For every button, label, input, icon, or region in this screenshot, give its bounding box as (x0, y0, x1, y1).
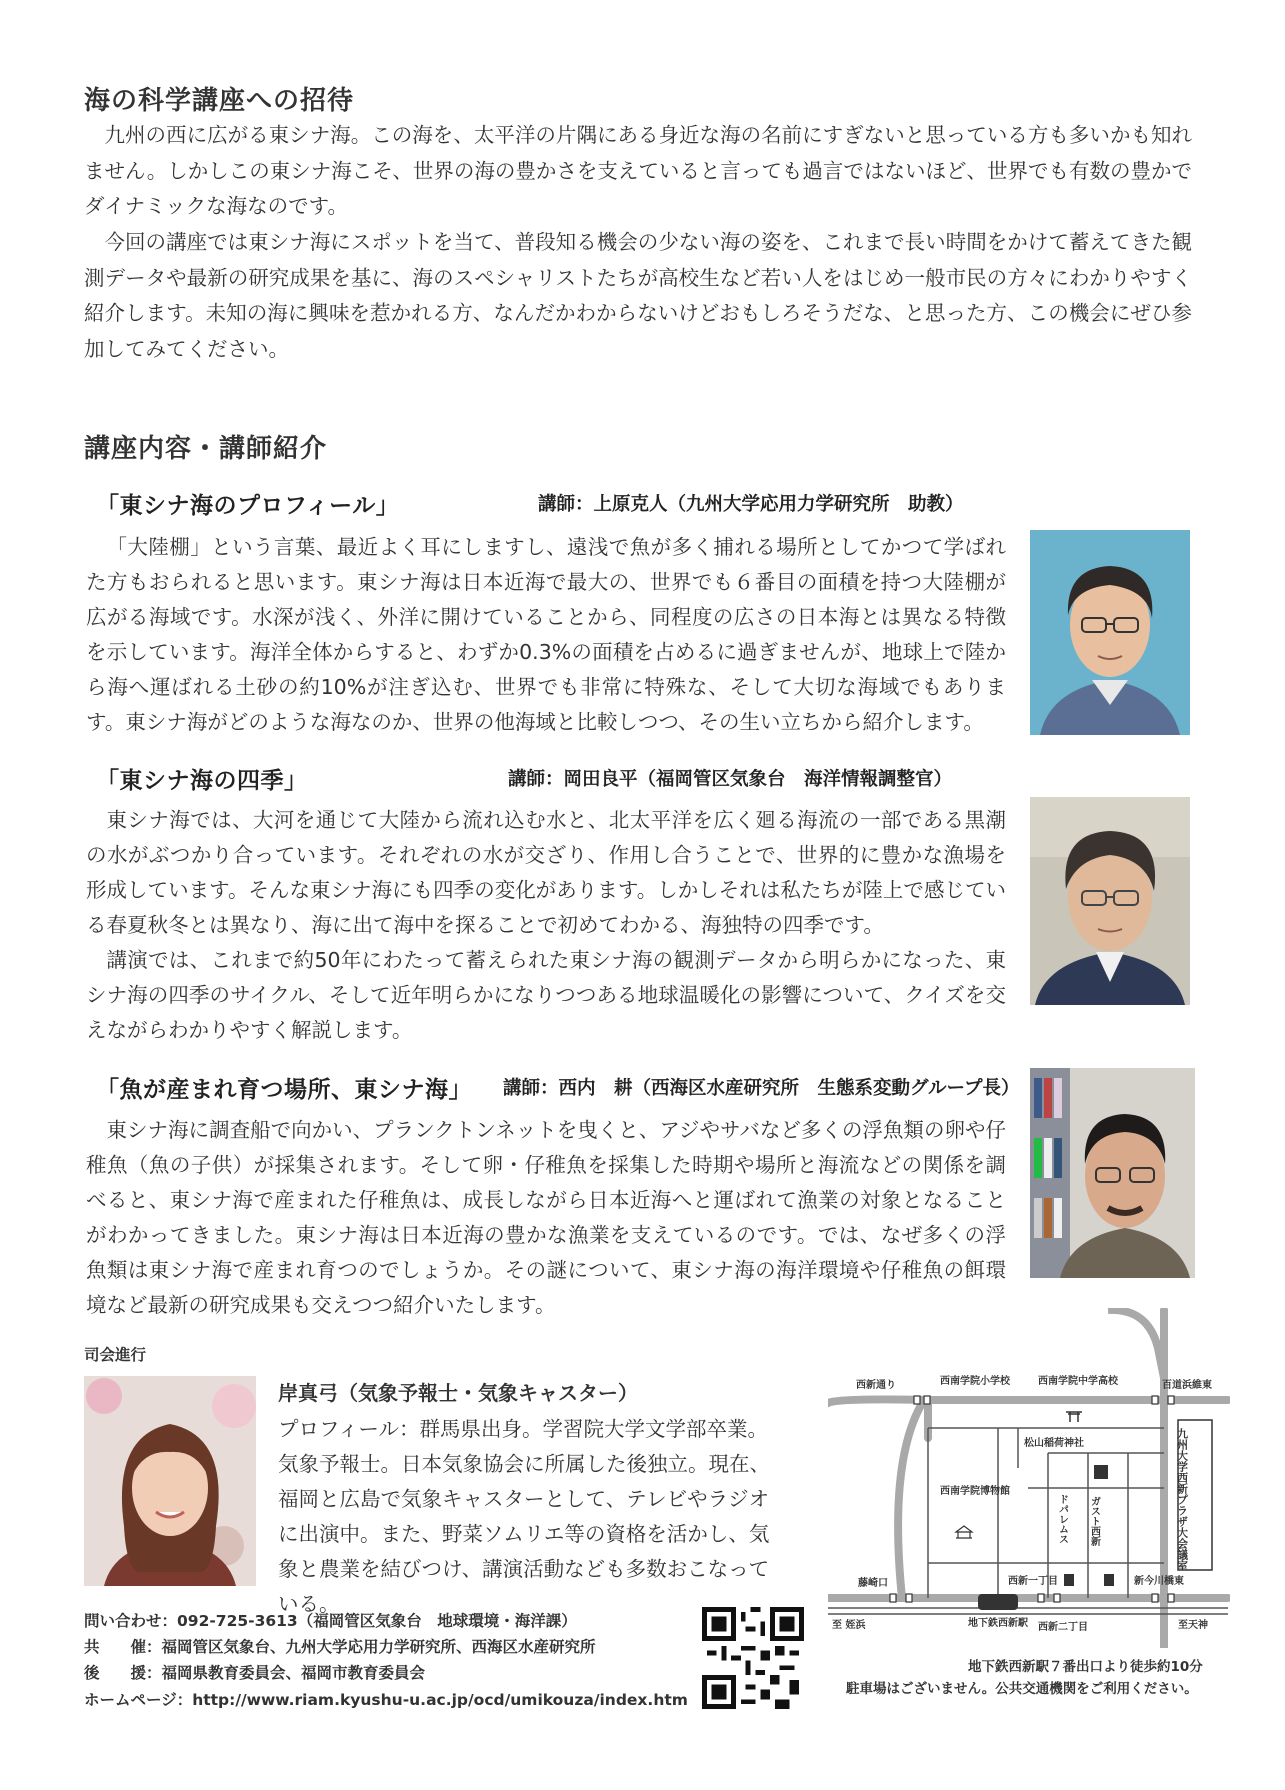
lecture-1-speaker: 講師：上原克人（九州大学応用力学研究所 助教） (538, 494, 964, 515)
mc-photo (84, 1376, 256, 1586)
map-caption-2: 駐車場はございません。公共交通機関をご利用ください。 (846, 1681, 1198, 1697)
map-label-to-tenjin: 至天神 (1178, 1620, 1208, 1631)
contact-cohost: 共 催：福岡管区気象台、九州大学応用力学研究所、西海区水産研究所 (84, 1638, 596, 1656)
mc-name: 岸真弓（気象予報士・気象キャスター） (278, 1381, 638, 1405)
lecture-3-photo (1030, 1068, 1195, 1278)
lecture-3-title: 「魚が産まれ育つ場所、東シナ海」 (96, 1077, 472, 1103)
intro-paragraph-2: 今回の講座では東シナ海にスポットを当て、普段知る機会の少ない海の姿を、これまで長い時間をかけて蓄えてきた観測データや最新の研究成果を基に、海のスペシャリストたちが高校生など若い人をはじめ一般市民の方々にわかりやすく紹介します。未知の海に興味を惹かれる方、なんだかわからないけどおもしろそうだな、と思った方、この機会にぜひ参加してみてください。 (84, 230, 1192, 361)
map-caption-1: 地下鉄西新駅７番出口より徒歩約10分 (968, 1659, 1203, 1675)
map-label-seinan-elem: 西南学院小学校 (940, 1376, 1010, 1387)
map-label-seinan-museum: 西南学院博物館 (940, 1486, 1010, 1497)
mc-profile: プロフィール：群馬県出身。学習院大学文学部卒業。気象予報士。日本気象協会に所属した後独立。現在、福岡と広島で気象キャスターとして、テレビやラジオに出演中。また、野菜ソムリエ等の資格を活かし、気象と農業を結びつけ、講演活動なども多数おこなっている。 (278, 1417, 770, 1616)
map-label-doctor: ドパレムス (1056, 1494, 1068, 1544)
map-label-nishijin1: 西新一丁目 (1008, 1576, 1058, 1587)
lecture-2-body-2: 講演では、これまで約50年にわたって蓄えられた東シナ海の観測データから明らかになった、東シナ海の四季のサイクル、そして近年明らかになりつつある地球温暖化の影響について、クイズを交えながらわかりやすく解説します。 (86, 948, 1006, 1042)
map-label-venue: 九州大学西新プラザ大会議室 (1175, 1428, 1189, 1571)
lecture-3-speaker: 講師：西内 耕（西海区水産研究所 生態系変動グループ長） (503, 1078, 1020, 1099)
access-map (828, 1308, 1230, 1648)
map-label-to-meinohama: 至 姪浜 (832, 1620, 866, 1631)
map-label-shinimagawa: 新今川橋東 (1134, 1576, 1184, 1587)
contact-support: 後 援：福岡県教育委員会、福岡市教育委員会 (84, 1664, 426, 1682)
map-label-station: 地下鉄西新駅 (968, 1618, 1028, 1629)
lecture-1-photo (1030, 530, 1190, 735)
map-label-seinan-jhs: 西南学院中学高校 (1038, 1376, 1118, 1387)
lecture-1-title: 「東シナ海のプロフィール」 (96, 493, 400, 519)
map-label-gusto: ガスト西新 (1088, 1496, 1100, 1546)
mc-label: 司会進行 (84, 1346, 147, 1364)
map-label-hyakumichi: 百道浜維東 (1162, 1380, 1212, 1391)
lecture-2-body: 東シナ海では、大河を通じて大陸から流れ込む水と、北太平洋を広く廻る海流の一部である黒潮の水がぶつかり合っています。それぞれの水が交ざり、作用し合うことで、世界的に豊かな漁場を形成しています。そんな東シナ海にも四季の変化があります。しかしそれは私たちが陸上で感じている春夏秋冬とは異なり、海に出て海中を探ることで初めてわかる、海独特の四季です。 (86, 808, 1006, 937)
contact-homepage[interactable]: ホームページ：http://www.riam.kyushu-u.ac.jp/ocd/umikouza/index.htm (84, 1691, 688, 1709)
lecture-2-speaker: 講師：岡田良平（福岡管区気象台 海洋情報調整官） (508, 769, 953, 790)
map-label-matsuyama: 松山稲荷神社 (1024, 1438, 1084, 1449)
map-label-fujisakiguchi: 藤崎口 (858, 1578, 888, 1589)
map-label-nishijin-dori: 西新通り (856, 1380, 896, 1391)
intro-paragraph-1: 九州の西に広がる東シナ海。この海を、太平洋の片隅にある身近な海の名前にすぎないと思っている方も多いかも知れません。しかしこの東シナ海こそ、世界の海の豊かさを支えていると言っても過言ではないほど、世界でも有数の豊かでダイナミックな海なのです。 (84, 123, 1192, 218)
contact-inquiry: 問い合わせ：092-725-3613（福岡管区気象台 地球環境・海洋課） (84, 1612, 577, 1630)
lecture-1-body: 「大陸棚」という言葉、最近よく耳にしますし、遠浅で魚が多く捕れる場所としてかつて学ばれた方もおられると思います。東シナ海は日本近海で最大の、世界でも６番目の面積を持つ大陸棚が広がる海域です。水深が浅く、外洋に開けていることから、同程度の広さの日本海とは異なる特徴を示しています。海洋全体からすると、わずか0.3%の面積を占めるに過ぎませんが、地球上で陸から海へ運ばれる土砂の約10%が注ぎ込む、世界でも非常に特殊な、そして大切な海域でもあります。東シナ海がどのような海なのか、世界の他海域と比較しつつ、その生い立ちから紹介します。 (86, 535, 1006, 734)
qr-code[interactable] (702, 1607, 804, 1709)
map-label-nishijin2: 西新二丁目 (1038, 1622, 1088, 1633)
lecture-2-title: 「東シナ海の四季」 (96, 768, 308, 794)
lecture-2-photo (1030, 797, 1190, 1005)
intro-heading: 海の科学講座への招待 (84, 86, 355, 116)
lecture-3-body: 東シナ海に調査船で向かい、プランクトンネットを曳くと、アジやサバなど多くの浮魚類の卵や仔稚魚（魚の子供）が採集されます。そして卵・仔稚魚を採集した時期や場所と海流などの関係を調べると、東シナ海で産まれた仔稚魚は、成長しながら日本近海へと運ばれて漁業の対象となることがわかってきました。東シナ海は日本近海の豊かな漁業を支えているのです。では、なぜ多くの浮魚類は東シナ海で産まれ育つのでしょうか。その謎について、東シナ海の海洋環境や仔稚魚の餌環境など最新の研究成果も交えつつ紹介いたします。 (86, 1118, 1006, 1317)
lectures-heading: 講座内容・講師紹介 (84, 434, 328, 464)
